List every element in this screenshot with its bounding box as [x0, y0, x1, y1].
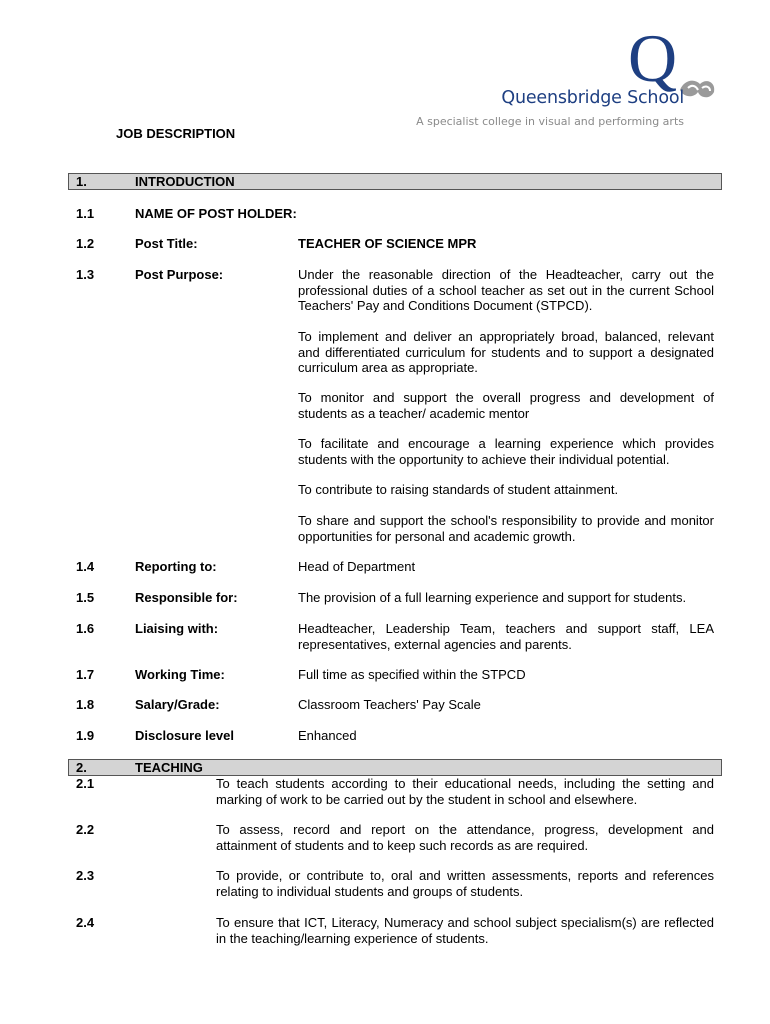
section-title: INTRODUCTION	[135, 174, 235, 189]
item-label-working-time: Working Time:	[135, 667, 225, 682]
purpose-paragraph: To monitor and support the overall progress and development of students as a teacher/ academic mentor	[298, 390, 714, 421]
item-number: 2.4	[76, 915, 95, 930]
post-title-value: TEACHER OF SCIENCE MPR	[298, 236, 477, 251]
item-number: 1.2	[76, 236, 95, 251]
purpose-paragraph: To share and support the school's responsibility to provide and monitor opportunities for personal and academic growth.	[298, 513, 714, 544]
school-name: Queensbridge School	[501, 88, 684, 108]
logo-swirl-icon	[678, 76, 718, 102]
item-number: 1.5	[76, 590, 95, 605]
reporting-to-value: Head of Department	[298, 559, 416, 574]
item-number: 2.1	[76, 776, 95, 791]
item-label-responsible-for: Responsible for:	[135, 590, 238, 605]
school-tagline: A specialist college in visual and performing arts	[416, 115, 684, 128]
item-number: 1.4	[76, 559, 95, 574]
section-number: 1.	[76, 174, 87, 189]
salary-grade-value: Classroom Teachers' Pay Scale	[298, 697, 481, 712]
item-number: 1.3	[76, 267, 95, 282]
section-header-teaching	[68, 759, 722, 776]
liaising-with-value: Headteacher, Leadership Team, teachers and support staff, LEA representatives, external agencies and parents.	[298, 621, 714, 652]
item-number: 1.1	[76, 206, 95, 221]
item-number: 2.3	[76, 868, 95, 883]
teaching-duty-text: To ensure that ICT, Literacy, Numeracy and school subject specialism(s) are reflected in the teaching/learning experience of students.	[216, 915, 714, 946]
item-label-post-title: Post Title:	[135, 236, 198, 251]
logo-letter: Q	[628, 20, 678, 96]
item-number: 1.7	[76, 667, 95, 682]
item-label-liaising-with: Liaising with:	[135, 621, 219, 636]
disclosure-level-value: Enhanced	[298, 728, 357, 743]
purpose-paragraph: To facilitate and encourage a learning experience which provides students with the opportunity to achieve their individual potential.	[298, 436, 714, 467]
item-number: 1.8	[76, 697, 95, 712]
item-label-disclosure-level: Disclosure level	[135, 728, 234, 743]
item-label-reporting-to: Reporting to:	[135, 559, 217, 574]
working-time-value: Full time as specified within the STPCD	[298, 667, 526, 682]
document-title: JOB DESCRIPTION	[116, 126, 236, 141]
teaching-duty-text: To teach students according to their educational needs, including the setting and marking of work to be carried out by the student in school and elsewhere.	[216, 776, 714, 807]
teaching-duty-text: To provide, or contribute to, oral and written assessments, reports and references relating to individual students and groups of students.	[216, 868, 714, 899]
section-header-introduction	[68, 173, 722, 190]
item-number: 1.6	[76, 621, 95, 636]
item-number: 1.9	[76, 728, 95, 743]
item-number: 2.2	[76, 822, 95, 837]
item-label-post-holder: NAME OF POST HOLDER:	[135, 206, 297, 221]
item-label-salary-grade: Salary/Grade:	[135, 697, 220, 712]
section-number: 2.	[76, 760, 87, 775]
item-label-post-purpose: Post Purpose:	[135, 267, 224, 282]
teaching-duty-text: To assess, record and report on the attendance, progress, development and attainment of students and to keep such records as are required.	[216, 822, 714, 853]
purpose-paragraph: To contribute to raising standards of student attainment.	[298, 482, 619, 497]
section-title: TEACHING	[135, 760, 203, 775]
responsible-for-value: The provision of a full learning experience and support for students.	[298, 590, 687, 605]
purpose-paragraph: Under the reasonable direction of the Headteacher, carry out the professional duties of a school teacher as set out in the current School Teachers' Pay and Conditions Document (STPCD).	[298, 267, 714, 313]
purpose-paragraph: To implement and deliver an appropriately broad, balanced, relevant and differentiated curriculum for students and to support a designated curriculum area as appropriate.	[298, 329, 714, 375]
